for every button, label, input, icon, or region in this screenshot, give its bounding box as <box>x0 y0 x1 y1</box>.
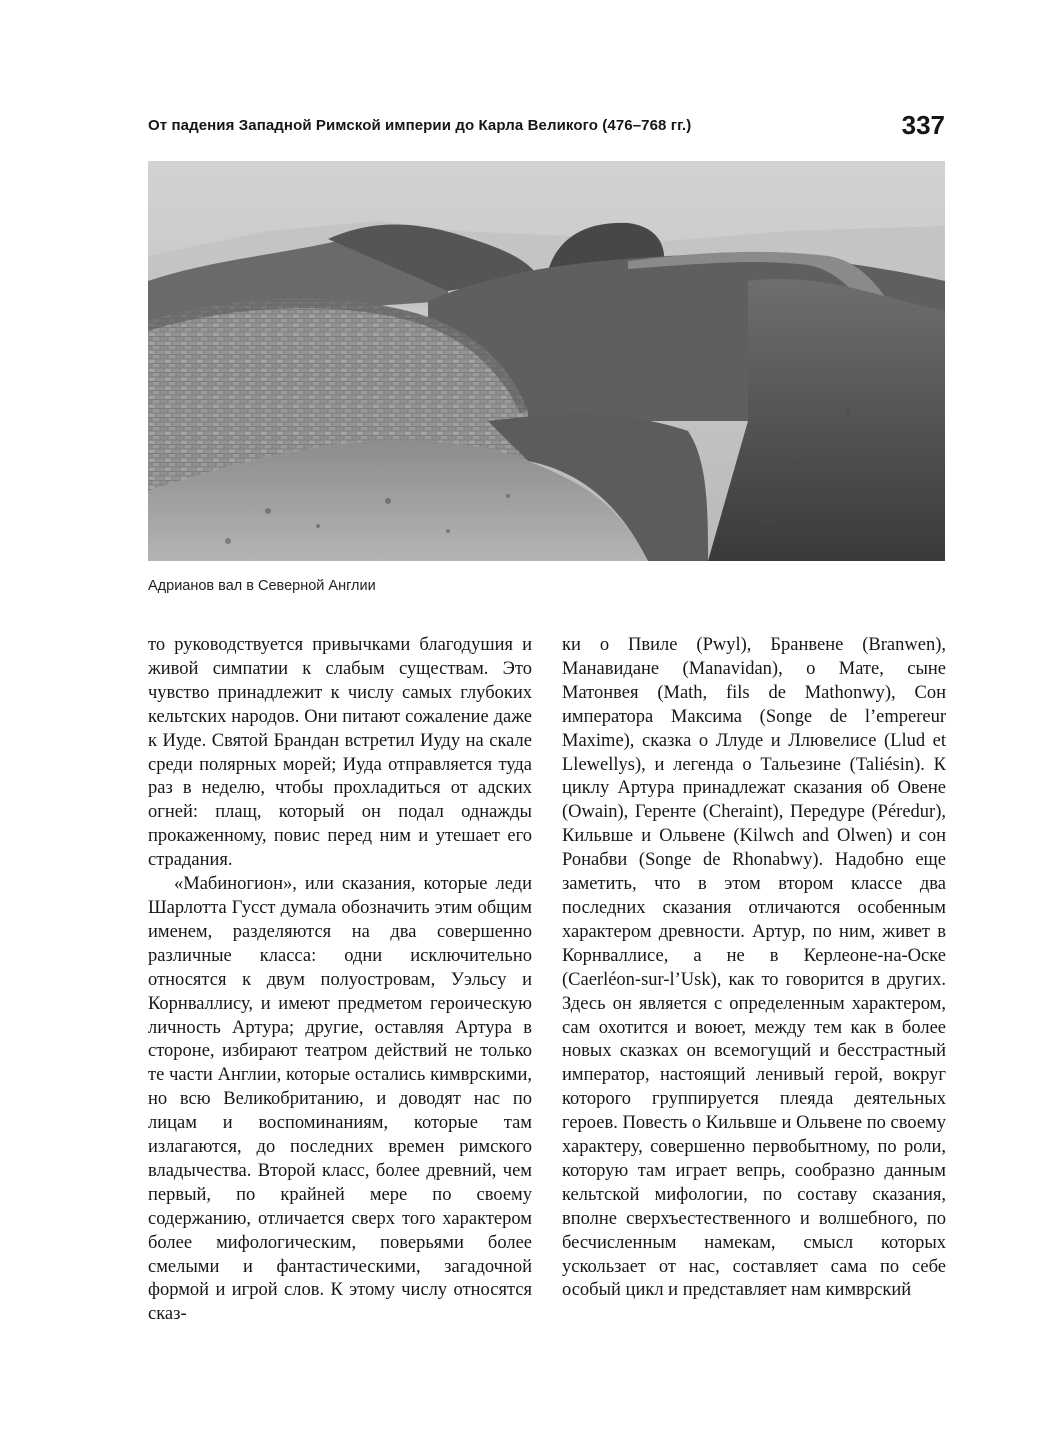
paragraph: «Мабиногион», или сказания, которые леди Шарлотта Гусст думала обозначить этим общим именем, разделяются на два совершенно различные класса: одни исключительно относятся к двум полуостровам, Уэльсу и Корнваллису, и имеют предметом героическую личность Артура; другие, оставляя Артура в стороне, избирают театром действий не только те части Англии, которые остались кимврскими, но всю Великобританию, и доводят нас по лицам и воспоминаниям, которые там излагаются, до последних времен римского владычества. Второй класс, более древний, чем первый, по крайней мере по своему содержанию, отличается сверх того характером более мифологическим, поверьями более смелыми и фантастическими, загадочной формой и игрой слов. К этому числу относятся сказ- <box>148 874 532 1325</box>
paragraph: ки о Пвиле (Pwyl), Бранвене (Branwen), Манавидане (Manavidan), о Мате, сыне Матонвея (Math, fils de Mathonwy), Сон императора Максима (Songe de l’empereur Maxime), сказка о Ллуде и Ллювелисе (Llud et Llewellys), и легенда о Тальезине (Taliésin). К циклу Артура принадлежат сказания об Овене (Owain), Геренте (Cheraint), Передуре (Péredur), Кильвше и Ольвене (Kilwch and Olwen) и сон Ронабви (Songe de Rhonabwy). Надобно еще заметить, что в этом втором классе два последних сказания отличаются особенным характером древности. Артур, по ним, живет в Корнваллисе, а не в Керлеоне-на-Оске (Caerléon-sur-l’Usk), как то говорится в других. Здесь он является с определенным характером, сам охотится и воюет, между тем как в более новых сказках он всемогущий и бесстрастный император, настоящий ленивый герой, вокруг которого группируется плеяда деятельных героев. Повесть о Кильвше и Ольвене по своему характеру, совершенно первобытному, по роли, которую там играет вепрь, сообразно данным кельтской мифологии, по составу сказания, вполне сверхъестественного и волшебного, по бесчисленным намекам, смысл которых ускользает от нас, составляет сама по себе особый цикл и представляет нам кимврский <box>562 635 946 1301</box>
paragraph: то руководствуется привычками благодушия и живой симпатии к слабым существам. Это чувство принадлежит к числу самых глубоких кельтских народов. Они питают сожаление даже к Иуде. Святой Брандан встретил Иуду на скале среди полярных морей; Иуда отправляется туда раз в неделю, чтобы прохладиться от адских огней: плащ, который он подал однажды прокаженному, повис перед ним и утешает его страдания. <box>148 635 532 871</box>
figure-caption: Адрианов вал в Северной Англии <box>148 578 376 594</box>
page-number: 337 <box>901 110 945 140</box>
running-header <box>148 110 945 144</box>
landscape-image <box>148 161 945 561</box>
left-column <box>148 634 532 1327</box>
right-column <box>562 634 946 1303</box>
running-title: От падения Западной Римской империи до Карла Великого (476–768 гг.) <box>148 117 692 134</box>
hadrians-wall-photo <box>148 161 945 561</box>
